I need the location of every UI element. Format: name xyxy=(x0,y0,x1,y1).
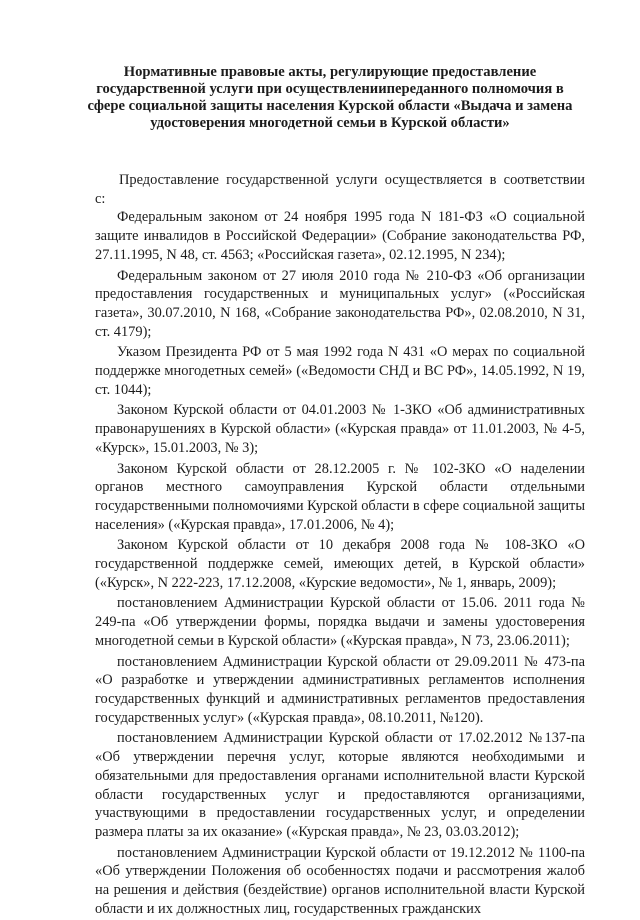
paragraph-regional-law-108: Законом Курской области от 10 декабря 2008 года № 108-ЗКО «О государственной поддержке семей, имеющих детей, в Курской области» («Курск», N 222-223, 17.12.2008, «Курские ведомости», № 1, январь, 2009); xyxy=(95,537,585,591)
paragraph-resolution-473: постановлением Администрации Курской области от 29.09.2011 № 473-па «О разработке и утверждении административных регламентов исполнения государственных функций и административных регламентов предоставления государственных услуг» («Курская правда», 08.10.2011, №120). xyxy=(95,653,585,726)
paragraph-federal-law-210: Федеральным законом от 27 июля 2010 года № 210-ФЗ «Об организации предоставления государственных и муниципальных услуг» («Российская газета», 30.07.2010, N 168, «Собрание законодательства РФ», 02.08.2010, N 31, ст. 4179); xyxy=(95,267,585,340)
intro-paragraph: Предоставление государственной услуги осуществляется в соответствии с: xyxy=(95,172,585,207)
paragraph-presidential-decree-431: Указом Президента РФ от 5 мая 1992 года N 431 «О мерах по социальной поддержке многодетных семей» («Ведомости СНД и ВС РФ», 14.05.1992, N 19, ст. 1044); xyxy=(95,344,585,398)
paragraph-regional-law-1: Законом Курской области от 04.01.2003 № 1-ЗКО «Об административных правонарушениях в Курской области» («Курская правда» от 11.01.2003, № 4-5, «Курск», 15.01.2003, № 3); xyxy=(95,402,585,456)
paragraph-resolution-1100: постановлением Администрации Курской области от 19.12.2012 № 1100-па «Об утверждении Положения об особенностях подачи и рассмотрения жалоб на решения и действия (бездействие) органов исполнительной власти Курской области и их должностных лиц, государственных гражданских xyxy=(95,844,585,917)
paragraph-regional-law-102: Законом Курской области от 28.12.2005 г. № 102-ЗКО «О наделении органов местного самоуправления Курской области отдельными государственными полномочиями Курской области в сфере социальной защиты населения» («Курская правда», 17.01.2006, № 4); xyxy=(95,460,585,533)
document-body xyxy=(95,171,585,920)
paragraph-federal-law-181: Федеральным законом от 24 ноября 1995 года N 181-ФЗ «О социальной защите инвалидов в Российской Федерации» (Собрание законодательства РФ, 27.11.1995, N 48, ст. 4563; «Российская газета», 02.12.1995, N 234); xyxy=(95,209,585,263)
document-title: Нормативные правовые акты, регулирующие предоставление государственной услуги при осуществлениипереданного полномочия в сфере социальной защиты населения Курской области «Выдача и замена удостоверения многодетной семьи в Курской области» xyxy=(87,64,573,131)
paragraph-resolution-137: постановлением Администрации Курской области от 17.02.2012 №137-па «Об утверждении перечня услуг, которые являются необходимыми и обязательными для предоставления органами исполнительной власти Курской области государственных услуг и предоставляются организациями, участвующими в предоставлении государственных услуг, и определении размера платы за их оказание» («Курская правда», № 23, 03.03.2012); xyxy=(95,730,585,840)
paragraph-resolution-249: постановлением Администрации Курской области от 15.06. 2011 года № 249-па «Об утверждении формы, порядка выдачи и замены удостоверения многодетной семьи в Курской области» («Курская правда», N 73, 23.06.2011); xyxy=(95,595,585,649)
